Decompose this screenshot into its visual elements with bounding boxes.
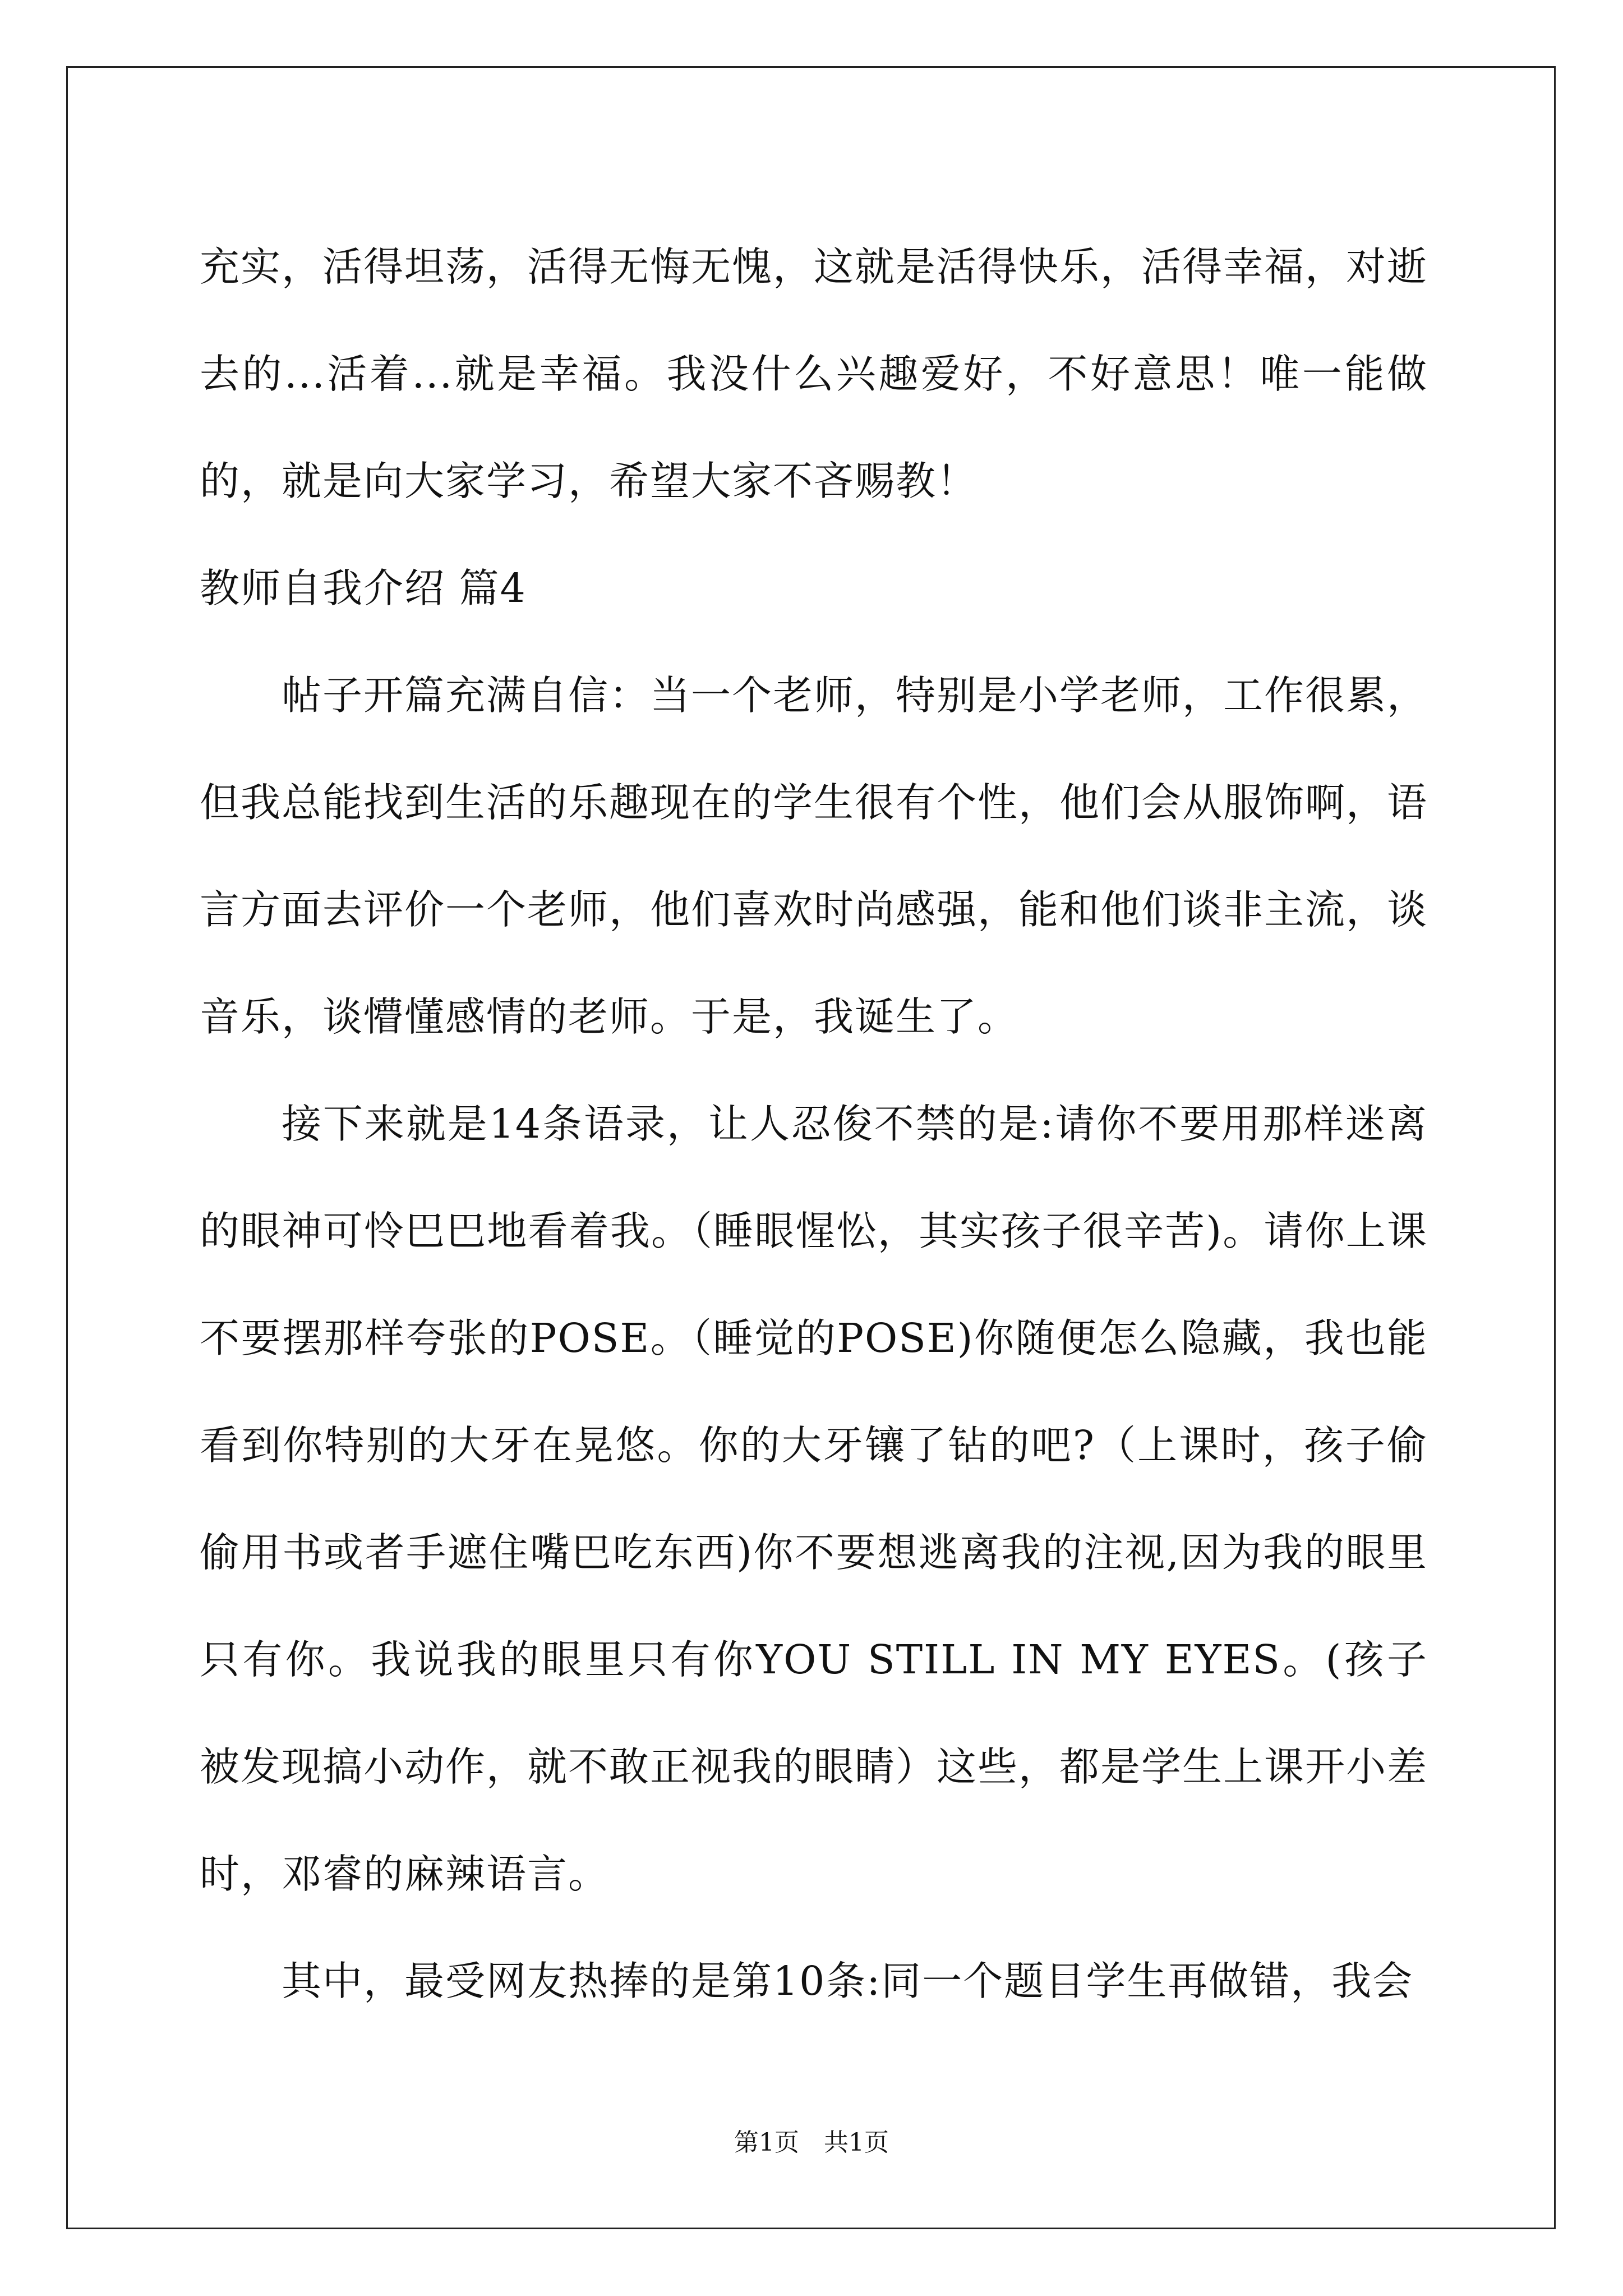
- paragraph-highlight: 其中，最受网友热捧的是第10条:同一个题目学生再做错，我会: [282, 1958, 1414, 2004]
- page-footer: 第1页 共1页: [734, 2128, 889, 2157]
- section-heading: 教师自我介绍 篇4: [200, 565, 527, 611]
- paragraph-continued: 充实，活得坦荡，活得无悔无愧，这就是活得快乐，活得幸福，对逝去的...活着...就是幸福。我没什么兴趣爱好，不好意思！唯一能做的，就是向大家学习，希望大家不吝赐教！: [200, 243, 1428, 504]
- document-body: [200, 213, 1428, 2035]
- paragraph-quotes: 接下来就是14条语录，让人忍俊不禁的是:请你不要用那样迷离的眼神可怜巴巴地看着我。（睡眼惺忪，其实孩子很辛苦)。请你上课不要摆那样夸张的POSE。（睡觉的POSE)你随便怎么隐藏，我也能看到你特别的大牙在晃悠。你的大牙镶了钻的吧?（上课时，孩子偷偷用书或者手遮住嘴巴吃东西)你不要想逃离我的注视,因为我的眼里只有你。我说我的眼里只有你YOU STILL IN MY EYES。(孩子被发现搞小动作，就不敢正视我的眼睛）这些，都是学生上课开小差时，邓睿的麻辣语言。: [200, 1101, 1428, 1897]
- paragraph-intro: 帖子开篇充满自信：当一个老师，特别是小学老师，工作很累，但我总能找到生活的乐趣现在的学生很有个性，他们会从服饰啊，语言方面去评价一个老师，他们喜欢时尚感强，能和他们谈非主流，谈音乐，谈懵懂感情的老师。于是，我诞生了。: [200, 672, 1428, 1040]
